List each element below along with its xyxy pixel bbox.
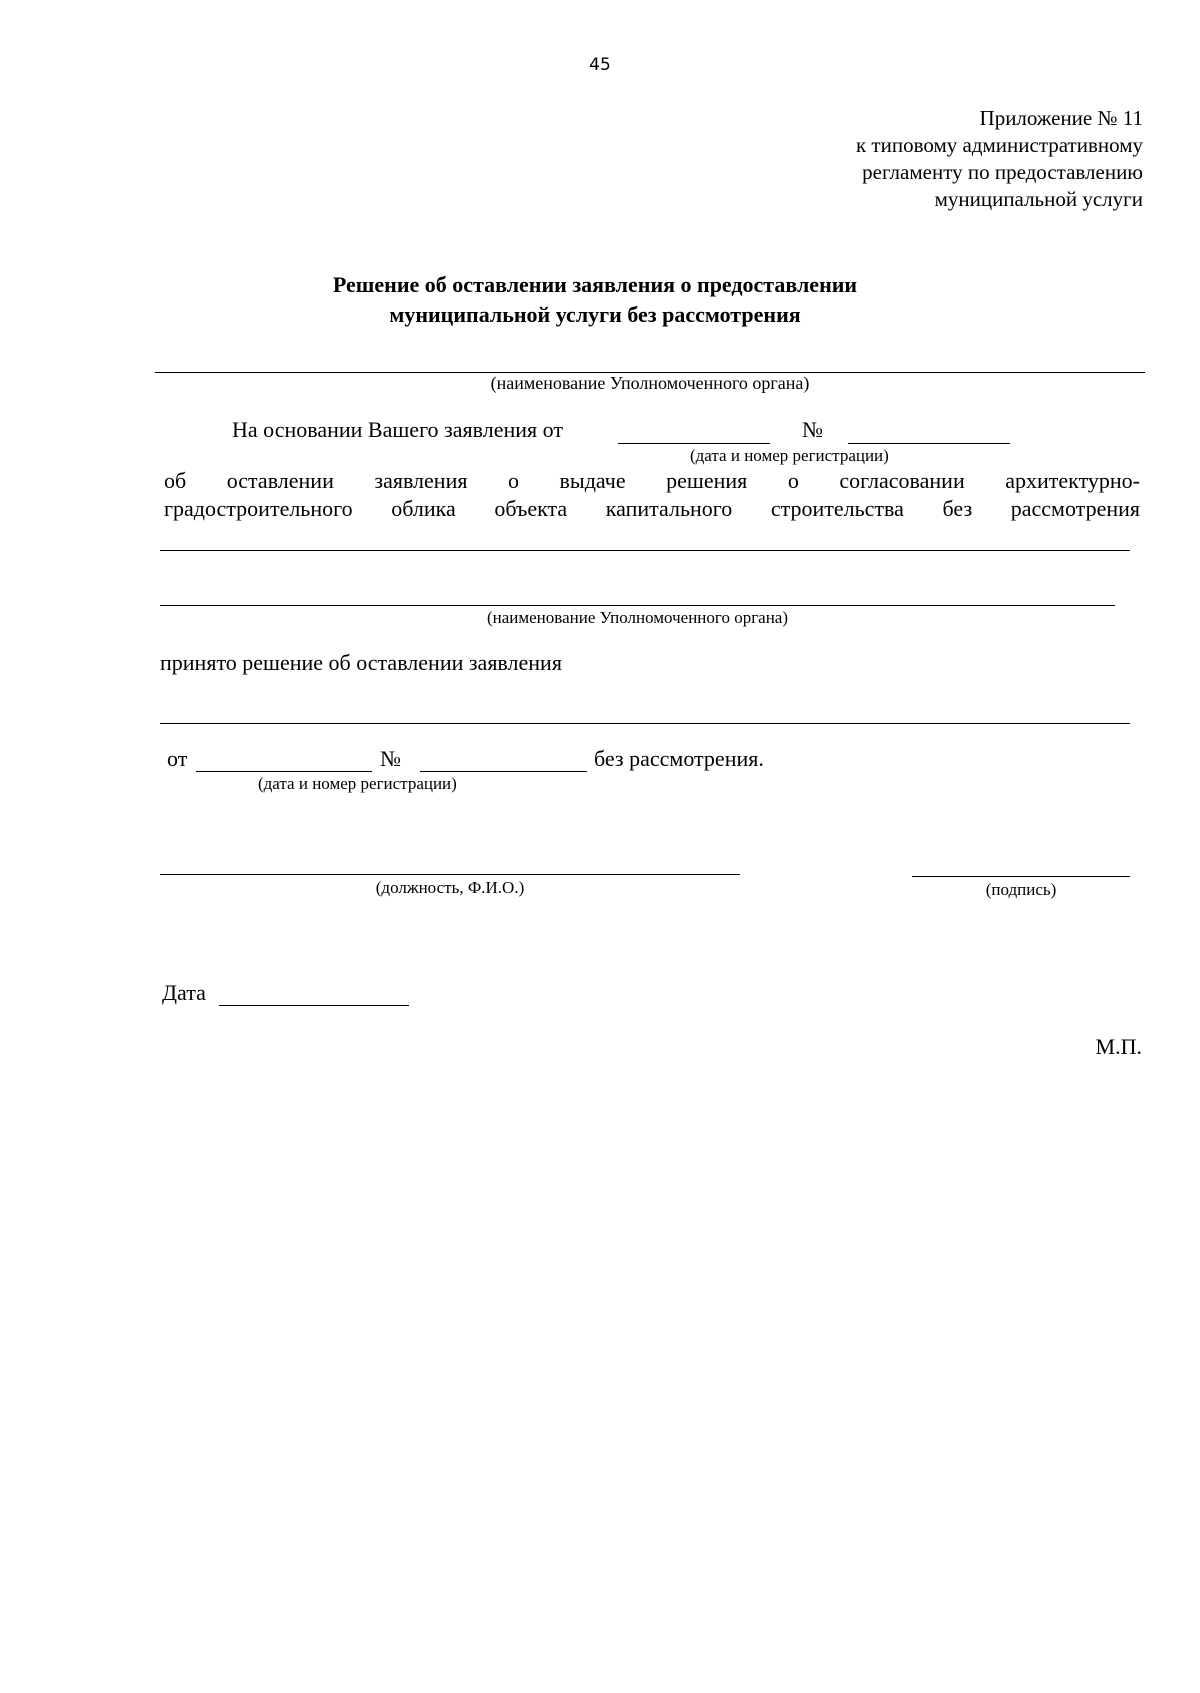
seal-label: М.П. xyxy=(1095,1034,1142,1059)
document-title xyxy=(150,270,1040,330)
from-number-sign: № xyxy=(380,746,401,771)
appendix-line-3: регламенту по предоставлению xyxy=(862,160,1143,184)
authority-name-line-2 xyxy=(160,605,1115,606)
decision-number-field xyxy=(420,771,587,772)
title-line-1: Решение об оставлении заявления о предоставлении xyxy=(332,272,858,297)
decision-text: принято решение об оставлении заявления xyxy=(160,650,562,675)
basis-caption: (дата и номер регистрации) xyxy=(690,446,889,465)
page-number: 45 xyxy=(589,55,611,75)
signature-line xyxy=(912,876,1130,877)
body-line-1: об оставлении заявления о выдаче решения о согласовании архитектурно- xyxy=(164,468,1140,493)
position-name-line xyxy=(160,874,740,875)
title-line-2: муниципальной услуги без рассмотрения xyxy=(389,302,801,327)
basis-number-sign: № xyxy=(802,417,823,442)
appendix-line-1: Приложение № 11 xyxy=(979,106,1143,130)
position-caption: (должность, Ф.И.О.) xyxy=(375,878,525,897)
appendix-line-4: муниципальной услуги xyxy=(934,187,1143,211)
from-label: от xyxy=(167,746,188,771)
date-field xyxy=(219,1005,409,1006)
authority-caption-1: (наименование Уполномоченного органа) xyxy=(490,373,810,393)
blank-line xyxy=(160,550,1130,551)
date-label: Дата xyxy=(162,980,206,1005)
body-line-2: градостроительного облика объекта капитального строительства без рассмотрения xyxy=(164,496,1140,521)
body-paragraph xyxy=(164,467,1140,523)
authority-caption-2: (наименование Уполномоченного органа) xyxy=(486,608,789,627)
from-caption: (дата и номер регистрации) xyxy=(258,774,457,793)
signature-caption: (подпись) xyxy=(985,880,1057,899)
application-number-field xyxy=(848,443,1010,444)
application-date-field xyxy=(618,443,770,444)
from-suffix: без рассмотрения. xyxy=(594,746,764,771)
basis-prefix: На основании Вашего заявления от xyxy=(232,417,563,442)
decision-date-field xyxy=(196,771,372,772)
appendix-line-2: к типовому административному xyxy=(855,133,1143,157)
appendix-header xyxy=(856,105,1143,213)
decision-blank-line xyxy=(160,723,1130,724)
